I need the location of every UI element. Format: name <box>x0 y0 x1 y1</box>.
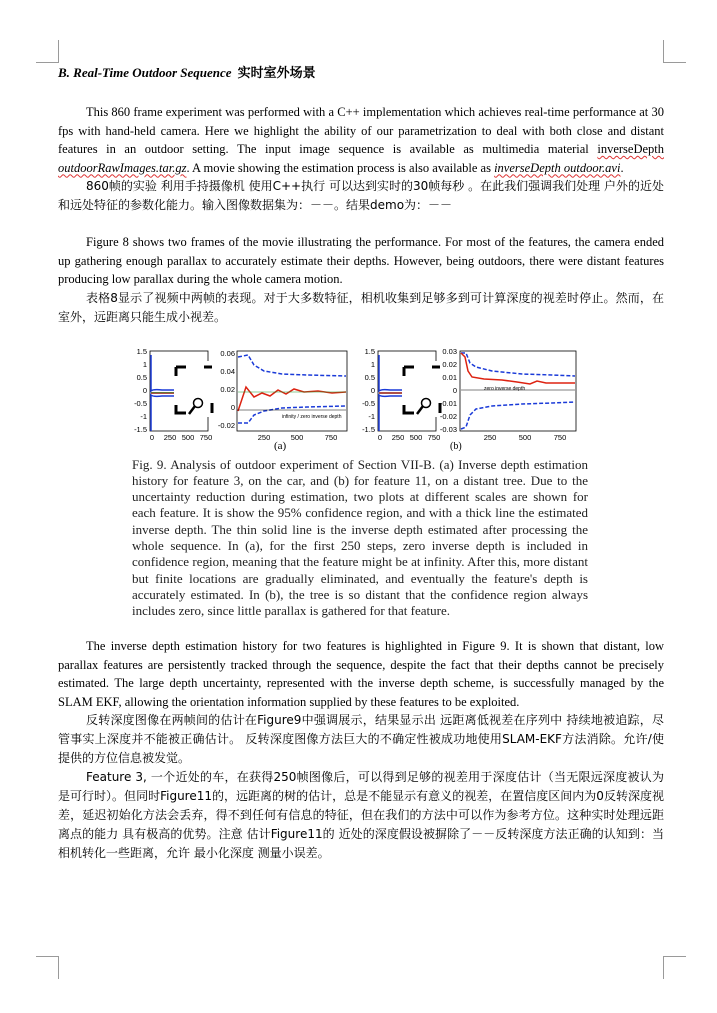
paragraph-3-zh: 反转深度图像在两帧间的估计在Figure9中强调展示，结果显示出 远距离低视差在序列中 持续地被追踪，尽管事实上深度并不能被正确估计。 反转深度图像方法巨大的不确定性被成功地使用SLAM-EKF方法消除。允许/使提供的方位信息被发觉。 <box>58 713 664 766</box>
plot-a-small-ytick: 0 <box>142 385 147 395</box>
paragraph-1-text-a: This 860 frame experiment was performed with a C++ implementation which achieves real-time performance at 30 fps with hand-held camera. Here we highlight the ability of our parametrization to deal with both close and distant features in an outdoor setting. The input image sequence is available as multimedia material <box>58 105 664 156</box>
plot-b-large-xticks <box>484 433 567 442</box>
plot-b-large-ytick: 0.02 <box>442 359 457 369</box>
paragraph-2: Figure 8 shows two frames of the movie illustrating the performance. For most of the features, the camera ended up gathering enough parallax to accurately estimate their depths. However, being outdoors, there were distant features producing low parallax during the whole camera motion. <box>58 235 664 286</box>
plot-a-small-ytick: 0.5 <box>136 372 147 382</box>
figure-9 <box>132 345 592 451</box>
plot-b-small-xtick: 500 <box>409 432 423 442</box>
paragraph-1-word: inverseDepth <box>597 142 664 156</box>
plot-a-small-xtick: 500 <box>181 432 195 442</box>
paragraph-1-file-2: inverseDepth outdoor.avi <box>494 160 621 175</box>
plot-a-small-xtick: 0 <box>149 432 155 442</box>
plot-b-large-ytick: -0.02 <box>439 411 457 421</box>
plot-b-small-ytick: 1 <box>370 359 375 369</box>
plot-b-small-ytick: 0.5 <box>364 372 375 382</box>
plot-a-small-ytick: -0.5 <box>134 398 147 408</box>
plot-b-large <box>440 347 576 442</box>
crop-mark-top-left <box>36 40 59 63</box>
plot-a-large-ytick: 0.02 <box>220 384 235 394</box>
plot-b-small-xtick: 250 <box>391 432 405 442</box>
paragraph-1-zh: 860帧的实验 利用手持摄像机 使用C++执行 可以达到实时的30帧每秒 。在此我们强调我们处理 户外的近处和远处特征的参数化能力。输入图像数据集为：－－。结果demo为：－－ <box>58 179 664 212</box>
plot-a-large-xtick: 250 <box>257 432 271 442</box>
paragraph-1-file-1: outdoorRawImages.tar.gz <box>58 160 187 175</box>
plot-b-small-yticks <box>362 347 375 434</box>
plot-a-large-xtick: 750 <box>324 432 338 442</box>
figure-9-caption: Fig. 9. Analysis of outdoor experiment of Section VII-B. (a) Inverse depth estimation history for feature 3, on the car, and (b) for feature 11, on a distant tree. Due to the uncertainty reduction during estimation, two plots at different scales are shown for each feature. It is show the 95% confidence region, and with a thick line the estimated inverse depth. The thin solid line is the inverse depth estimated after processing the whole sequence. In (a), for the first 250 steps, zero inverse depth is included in confidence region, meaning that the feature might be at infinity. After this, more distant but finite locations are gradually eliminated, and eventually the feature's depth is accurately estimated. In (b), the tree is so distant that the confidence region always includes zero, since little parallax is gathered for that feature. <box>132 456 588 619</box>
plot-b-large-xtick: 500 <box>518 432 532 442</box>
paragraph-1-text-c: . <box>620 160 624 175</box>
plot-a-large-ytick: 0 <box>230 402 235 412</box>
plot-a-large-xticks <box>258 433 338 442</box>
plot-b-small-xtick: 0 <box>377 432 383 442</box>
section-title-en: B. Real-Time Outdoor Sequence <box>58 65 232 80</box>
plot-a-small-ytick: 1.5 <box>136 346 147 356</box>
paragraph-2-zh: 表格8显示了视频中两帧的表现。对于大多数特征，相机收集到足够多到可计算深度的视差时停止。然而，在室外，远距离只能生成小视差。 <box>58 290 664 324</box>
plot-b-small-ytick: 1.5 <box>364 346 375 356</box>
plot-a-small-ytick: 1 <box>142 359 147 369</box>
plot-b-large-xtick: 250 <box>483 432 497 442</box>
figure-9-plots <box>132 345 592 451</box>
plot-b-large-ytick: -0.03 <box>439 424 457 434</box>
plot-a-large-yticks <box>218 349 235 430</box>
plot-a-large <box>218 349 347 442</box>
plot-b-small-xticks <box>378 433 440 442</box>
plot-a-small-ytick: -1 <box>140 411 147 421</box>
plot-b-small-ytick: -1.5 <box>362 424 375 434</box>
plot-b-large-note: zero inverse depth <box>484 385 526 392</box>
crop-mark-bottom-left <box>36 956 59 979</box>
document-body <box>58 62 664 863</box>
plot-a-small-ytick: -1.5 <box>134 424 147 434</box>
plot-b-large-ytick: 0.03 <box>442 346 457 356</box>
plot-b-large-xtick: 750 <box>553 432 567 442</box>
paragraph-1-text-b: . A movie showing the estimation process is also available as <box>186 160 495 175</box>
plot-a-small-yticks <box>134 347 147 434</box>
section-title-zh: 实时室外场景 <box>237 66 316 81</box>
crop-mark-top-right <box>663 40 686 63</box>
plot-b-small-ytick: 0 <box>370 385 375 395</box>
plot-b-small-ytick: -1 <box>368 411 375 421</box>
plot-b-small-xtick: 750 <box>427 432 441 442</box>
paragraph-3: The inverse depth estimation history for two features is highlighted in Figure 9. It is shown that distant, low parallax features are persistently tracked through the sequence, despite the fact that their depths cannot be precisely estimated. The large depth uncertainty, represented with the inverse depth scheme, is successfully managed by the SLAM EKF, allowing the orientation information supplied by these features to be exploited. <box>58 639 664 709</box>
camera-image-b <box>402 361 442 417</box>
figure-label-a: (a) <box>274 439 287 451</box>
figure-label-b: (b) <box>450 440 462 451</box>
plot-b-large-ytick: 0.01 <box>442 372 457 382</box>
plot-a-large-ytick: -0.02 <box>217 420 235 430</box>
plot-b-large-ytick: 0 <box>452 385 457 395</box>
section-heading <box>58 62 664 81</box>
plot-a-small-xtick: 250 <box>163 432 177 442</box>
plot-b-large-ytick: -0.01 <box>439 398 457 408</box>
plot-a-large-xtick: 500 <box>290 432 304 442</box>
paragraph-1 <box>58 103 664 177</box>
plot-a-large-ytick: 0.04 <box>220 366 235 376</box>
plot-a-large-ytick: 0.06 <box>220 348 235 358</box>
paragraph-4-zh: Feature 3, 一个近处的车，在获得250帧图像后，可以得到足够的视差用于深度估计（当无限远深度被认为是可行时）。但同时Figure11的，远距离的树的估计，总是不能显示有意义的视差，在置信度区间内为0反转深度视差，延迟初始化方法会丢弃，得不到任何有信息的特征，但在我们的方法中可以作为参考方位。这种实时处理远距离点的能力 具有极高的优势。注意 估计Figure11的 近处的深度假设被摒除了－－反转深度方法正确的认知到：当相机转化一些距离，允许 最小化深度 测量小误差。 <box>58 770 664 861</box>
plot-a-small-xtick: 750 <box>199 432 213 442</box>
plot-b-large-yticks <box>440 347 457 434</box>
crop-mark-bottom-right <box>663 956 686 979</box>
camera-image-a <box>174 361 214 417</box>
plot-a-small-xticks <box>150 433 212 442</box>
plot-a-large-note: infinity / zero inverse depth <box>282 413 342 420</box>
plot-b-small-ytick: -0.5 <box>362 398 375 408</box>
